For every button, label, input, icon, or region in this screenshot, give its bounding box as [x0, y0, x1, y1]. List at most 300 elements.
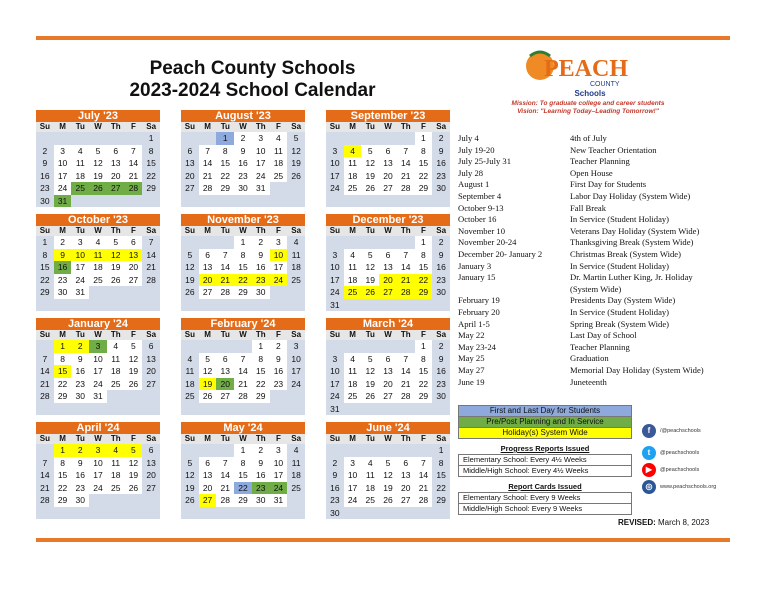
day-cell: 4: [95, 237, 101, 247]
vision-line: Vision: "Learning Today–Leading Tomorrow!": [517, 108, 659, 115]
empty-cell: [326, 340, 344, 353]
day-cell: 9: [276, 353, 281, 364]
weekday-header: [326, 434, 450, 444]
event-text: First Day for Students: [570, 179, 647, 190]
day-cell: 7: [222, 457, 228, 468]
day-cell: 15: [432, 469, 450, 482]
day-cell: 31: [326, 299, 344, 312]
empty-cell: [287, 195, 305, 208]
day-cell: 10: [93, 353, 103, 364]
day-cell: 1: [258, 341, 264, 351]
weekday-label: Su: [39, 434, 50, 443]
empty-cell: [344, 299, 362, 312]
empty-cell: [36, 340, 54, 353]
day-cell: 14: [238, 366, 248, 376]
empty-cell: [252, 195, 270, 208]
empty-cell: [125, 286, 143, 299]
empty-cell: [125, 403, 143, 416]
day-cell: 10: [347, 470, 358, 480]
weekday-label: W: [384, 434, 392, 443]
day-cell: 20: [142, 469, 160, 482]
empty-cell: [71, 403, 89, 416]
weekday-label: Th: [110, 330, 121, 339]
empty-cell: [199, 507, 217, 520]
day-cell: 9: [432, 145, 450, 158]
empty-cell: [361, 195, 379, 208]
day-cell: 21: [418, 482, 429, 493]
day-cell: 19: [365, 170, 376, 181]
legend-item: First and Last Day for Students: [458, 405, 632, 417]
empty-cell: [199, 340, 217, 353]
day-cell: 2: [326, 457, 344, 470]
day-cell: 6: [385, 145, 391, 156]
empty-cell: [270, 182, 288, 195]
day-cell: 21: [128, 170, 139, 181]
day-cell: 25: [365, 495, 376, 505]
empty-cell: [89, 403, 107, 416]
report-row-middle-high: Middle/High School: Every 9 Weeks: [458, 504, 632, 515]
day-cell: 2: [36, 145, 54, 158]
day-cell: 2: [71, 340, 89, 353]
day-cell: 13: [400, 470, 411, 480]
day-cell: 27: [202, 287, 213, 297]
event-date: May 25: [458, 353, 485, 364]
day-cell: 7: [36, 353, 54, 366]
day-cell: 19: [110, 262, 121, 272]
empty-cell: [216, 299, 234, 312]
empty-cell: [344, 340, 362, 353]
day-cell: 30: [255, 495, 266, 505]
weekday-label: M: [204, 226, 211, 235]
day-cell: 22: [432, 482, 450, 495]
month-header: January '24: [36, 318, 160, 330]
event-text: Last Day of School: [570, 330, 637, 341]
day-cell: 25: [71, 182, 89, 195]
day-cell: 5: [131, 341, 136, 351]
legend-item: Pre/Post Planning and In Service: [458, 417, 632, 428]
month-calendar: [36, 318, 160, 415]
empty-cell: [361, 236, 379, 249]
day-cell: 14: [400, 262, 411, 272]
day-cell: 5: [181, 249, 199, 262]
day-cell: 26: [128, 378, 139, 389]
day-cell: 24: [287, 378, 305, 391]
empty-cell: [234, 340, 252, 353]
day-cell: 20: [142, 365, 160, 378]
empty-cell: [415, 444, 433, 457]
day-cell: 24: [93, 378, 103, 389]
empty-cell: [199, 403, 217, 416]
empty-cell: [415, 299, 433, 312]
weekday-label: M: [349, 330, 356, 339]
logo-wordmark: PEACH: [544, 56, 628, 82]
day-cell: 21: [400, 378, 411, 389]
empty-cell: [216, 340, 234, 353]
day-cell: 24: [255, 170, 266, 181]
day-cell: 13: [142, 457, 160, 470]
empty-cell: [361, 444, 379, 457]
day-cell: 24: [75, 274, 86, 285]
weekday-label: Sa: [146, 434, 157, 443]
day-cell: 5: [367, 145, 373, 156]
day-cell: 19: [181, 482, 199, 495]
weekday-header: [181, 226, 305, 236]
weekday-label: M: [349, 122, 356, 131]
day-cell: 5: [125, 444, 143, 457]
day-cell: 1: [421, 133, 426, 143]
day-cell: 19: [365, 274, 376, 285]
day-grid: [181, 340, 305, 415]
empty-cell: [142, 195, 160, 208]
day-cell: 16: [326, 482, 344, 495]
weekday-label: Tu: [75, 122, 85, 131]
logo-county: COUNTY: [590, 81, 620, 88]
day-cell: 20: [202, 482, 213, 493]
empty-cell: [199, 195, 217, 208]
empty-cell: [397, 236, 415, 249]
month-header: June '24: [326, 422, 450, 434]
day-cell: 14: [220, 470, 231, 480]
empty-cell: [216, 403, 234, 416]
weekday-label: W: [239, 226, 247, 235]
day-cell: 19: [93, 170, 103, 181]
globe-icon: ◎: [642, 480, 656, 494]
event-text: In Service (Student Holiday): [570, 260, 670, 271]
day-cell: 21: [142, 261, 160, 274]
day-cell: 16: [75, 366, 86, 376]
empty-cell: [287, 403, 305, 416]
day-cell: 1: [421, 341, 426, 351]
day-grid: [326, 444, 450, 519]
day-cell: 29: [418, 183, 429, 193]
day-cell: 30: [75, 391, 86, 401]
day-cell: 3: [258, 133, 264, 143]
empty-cell: [89, 286, 107, 299]
day-cell: 4: [287, 444, 305, 457]
day-cell: 26: [128, 482, 139, 493]
social-label: @peachschools: [660, 467, 700, 473]
day-cell: 25: [344, 286, 362, 299]
weekday-label: Su: [329, 226, 340, 235]
event-text: In Service (Student Holiday): [570, 214, 670, 225]
day-cell: 20: [128, 262, 139, 272]
weekday-label: W: [239, 434, 247, 443]
day-cell: 8: [60, 353, 65, 364]
weekday-label: M: [59, 122, 66, 131]
day-cell: 4: [181, 353, 199, 366]
day-cell: 21: [400, 170, 411, 181]
day-cell: 24: [326, 286, 344, 299]
day-cell: 17: [57, 170, 68, 181]
event-text: (System Wide): [570, 283, 622, 294]
day-cell: 16: [432, 261, 450, 274]
empty-cell: [181, 132, 199, 145]
empty-cell: [142, 403, 160, 416]
day-cell: 16: [255, 262, 266, 272]
day-cell: 8: [240, 249, 246, 260]
weekday-label: Th: [255, 434, 266, 443]
empty-cell: [287, 507, 305, 520]
day-cell: 9: [77, 353, 83, 364]
empty-cell: [54, 132, 72, 145]
day-cell: 24: [326, 390, 344, 403]
day-cell: 27: [383, 391, 393, 401]
day-cell: 13: [142, 353, 160, 366]
weekday-header: [36, 434, 160, 444]
weekday-label: Su: [184, 434, 195, 443]
day-cell: 26: [383, 495, 393, 505]
day-cell: 28: [36, 390, 54, 403]
day-cell: 4: [350, 353, 355, 364]
day-cell: 20: [216, 378, 234, 391]
weekday-label: Sa: [436, 122, 447, 131]
day-cell: 14: [220, 262, 231, 272]
facebook-icon: f: [642, 424, 656, 438]
day-cell: 2: [432, 340, 450, 353]
empty-cell: [107, 507, 125, 520]
empty-cell: [287, 494, 305, 507]
empty-cell: [397, 299, 415, 312]
empty-cell: [36, 299, 54, 312]
day-cell: 16: [54, 261, 72, 274]
report-cards-box: [458, 482, 632, 515]
day-cell: 10: [57, 158, 68, 168]
day-cell: 2: [276, 341, 281, 351]
empty-cell: [270, 403, 288, 416]
weekday-label: Tu: [220, 226, 230, 235]
day-cell: 23: [238, 170, 248, 181]
event-date: February 19: [458, 295, 500, 306]
empty-cell: [379, 444, 397, 457]
day-cell: 14: [128, 158, 139, 168]
event-date: August 1: [458, 179, 490, 190]
empty-cell: [379, 340, 397, 353]
day-cell: 6: [142, 340, 160, 353]
weekday-header: [326, 330, 450, 340]
day-cell: 16: [432, 157, 450, 170]
day-cell: 22: [220, 170, 231, 181]
weekday-label: M: [204, 330, 211, 339]
day-cell: 17: [75, 262, 86, 272]
day-cell: 22: [418, 170, 429, 181]
day-cell: 25: [93, 274, 103, 285]
day-cell: 11: [111, 457, 121, 468]
empty-cell: [287, 182, 305, 195]
day-cell: 2: [71, 444, 89, 457]
day-cell: 10: [71, 249, 89, 262]
weekday-label: W: [94, 330, 102, 339]
empty-cell: [89, 507, 107, 520]
day-cell: 19: [181, 274, 199, 287]
day-cell: 23: [326, 494, 344, 507]
day-cell: 9: [258, 457, 264, 468]
day-cell: 15: [57, 470, 68, 480]
day-cell: 30: [75, 495, 86, 505]
day-cell: 7: [240, 353, 246, 364]
weekday-header: [36, 226, 160, 236]
day-cell: 29: [57, 495, 68, 505]
day-cell: 10: [326, 157, 344, 170]
event-text: Teacher Planning: [570, 341, 630, 352]
day-cell: 7: [205, 145, 210, 156]
day-cell: 18: [365, 482, 376, 493]
empty-cell: [216, 444, 234, 457]
empty-cell: [270, 507, 288, 520]
day-cell: 29: [238, 495, 248, 505]
day-cell: 6: [403, 457, 409, 468]
day-cell: 7: [131, 145, 136, 156]
day-cell: 21: [216, 274, 234, 287]
weekday-label: Sa: [146, 122, 157, 131]
day-cell: 30: [432, 390, 450, 403]
day-cell: 23: [432, 274, 450, 287]
empty-cell: [361, 507, 379, 520]
day-cell: 17: [287, 365, 305, 378]
day-grid: [36, 340, 160, 415]
day-cell: 11: [75, 158, 85, 168]
page-title: [120, 58, 385, 102]
day-cell: 29: [432, 494, 450, 507]
empty-cell: [397, 403, 415, 416]
empty-cell: [287, 299, 305, 312]
weekday-label: M: [349, 434, 356, 443]
day-cell: 22: [415, 274, 433, 287]
weekday-label: F: [420, 226, 426, 235]
day-cell: 29: [142, 182, 160, 195]
empty-cell: [89, 195, 107, 208]
day-cell: 27: [107, 182, 125, 195]
weekday-label: Tu: [220, 434, 230, 443]
empty-cell: [181, 340, 199, 353]
day-cell: 2: [240, 133, 246, 143]
month-header: May '24: [181, 422, 305, 434]
title-line-1: Peach County Schools: [149, 58, 356, 79]
day-cell: 21: [397, 274, 415, 287]
day-grid: [326, 340, 450, 415]
day-cell: 4: [344, 145, 362, 158]
empty-cell: [125, 507, 143, 520]
day-cell: 11: [287, 249, 305, 262]
day-cell: 6: [131, 237, 136, 247]
day-cell: 12: [365, 366, 376, 376]
day-cell: 26: [181, 286, 199, 299]
empty-cell: [54, 299, 72, 312]
month-calendar: [181, 110, 305, 207]
day-cell: 24: [270, 482, 288, 495]
day-cell: 24: [57, 183, 68, 193]
day-cell: 21: [202, 170, 213, 181]
day-cell: 26: [110, 274, 121, 285]
day-cell: 11: [274, 145, 283, 156]
day-cell: 28: [418, 495, 429, 505]
day-cell: 29: [255, 391, 266, 401]
empty-cell: [36, 403, 54, 416]
empty-cell: [107, 286, 125, 299]
day-cell: 20: [383, 378, 393, 389]
weekday-label: Sa: [146, 226, 157, 235]
weekday-header: [181, 122, 305, 132]
weekday-label: Sa: [291, 434, 302, 443]
empty-cell: [415, 507, 433, 520]
month-header: February '24: [181, 318, 305, 330]
weekday-label: Su: [329, 330, 340, 339]
day-cell: 13: [110, 158, 121, 168]
day-cell: 5: [385, 457, 391, 468]
day-cell: 7: [403, 353, 409, 364]
day-cell: 4: [287, 236, 305, 249]
day-cell: 19: [128, 470, 139, 480]
empty-cell: [361, 299, 379, 312]
weekday-header: [326, 226, 450, 236]
weekday-label: Su: [184, 330, 195, 339]
empty-cell: [252, 299, 270, 312]
day-cell: 23: [36, 182, 54, 195]
weekday-label: M: [59, 330, 66, 339]
weekday-label: M: [59, 226, 66, 235]
day-cell: 30: [432, 182, 450, 195]
day-cell: 5: [287, 132, 305, 145]
weekday-label: Tu: [75, 434, 85, 443]
event-date: May 27: [458, 365, 485, 375]
day-cell: 18: [93, 262, 103, 272]
weekday-label: F: [420, 122, 426, 131]
day-cell: 6: [142, 444, 160, 457]
month-header: April '24: [36, 422, 160, 434]
day-cell: 27: [383, 183, 393, 193]
month-calendar: [326, 318, 450, 415]
day-cell: 17: [326, 274, 344, 287]
progress-row-elementary: Elementary School: Every 4½ Weeks: [458, 454, 632, 466]
day-cell: 13: [181, 157, 199, 170]
day-cell: 20: [383, 170, 393, 181]
day-cell: 6: [385, 249, 391, 260]
day-cell: 12: [365, 158, 376, 168]
empty-cell: [397, 444, 415, 457]
day-cell: 16: [273, 366, 284, 376]
day-cell: 15: [418, 366, 429, 376]
day-cell: 10: [326, 261, 344, 274]
empty-cell: [397, 132, 415, 145]
empty-cell: [142, 494, 160, 507]
empty-cell: [125, 195, 143, 208]
day-cell: 23: [432, 170, 450, 183]
month-calendar: [326, 214, 450, 311]
day-grid: [36, 236, 160, 311]
empty-cell: [361, 340, 379, 353]
day-cell: 15: [418, 158, 429, 168]
day-cell: 11: [365, 470, 375, 480]
weekday-label: Su: [39, 122, 50, 131]
weekday-label: W: [94, 434, 102, 443]
empty-cell: [199, 299, 217, 312]
day-cell: 28: [220, 495, 231, 505]
day-cell: 7: [222, 249, 228, 260]
day-cell: 13: [383, 158, 393, 168]
weekday-label: W: [384, 330, 392, 339]
month-header: August '23: [181, 110, 305, 122]
empty-cell: [71, 195, 89, 208]
day-cell: 20: [400, 482, 411, 493]
day-cell: 14: [400, 366, 411, 376]
day-cell: 7: [142, 236, 160, 249]
weekday-label: F: [275, 434, 281, 443]
weekday-label: Th: [110, 226, 121, 235]
day-cell: 3: [77, 237, 83, 247]
weekday-label: Sa: [436, 226, 447, 235]
weekday-label: Sa: [291, 330, 302, 339]
day-cell: 17: [273, 262, 284, 272]
day-cell: 31: [75, 287, 86, 297]
